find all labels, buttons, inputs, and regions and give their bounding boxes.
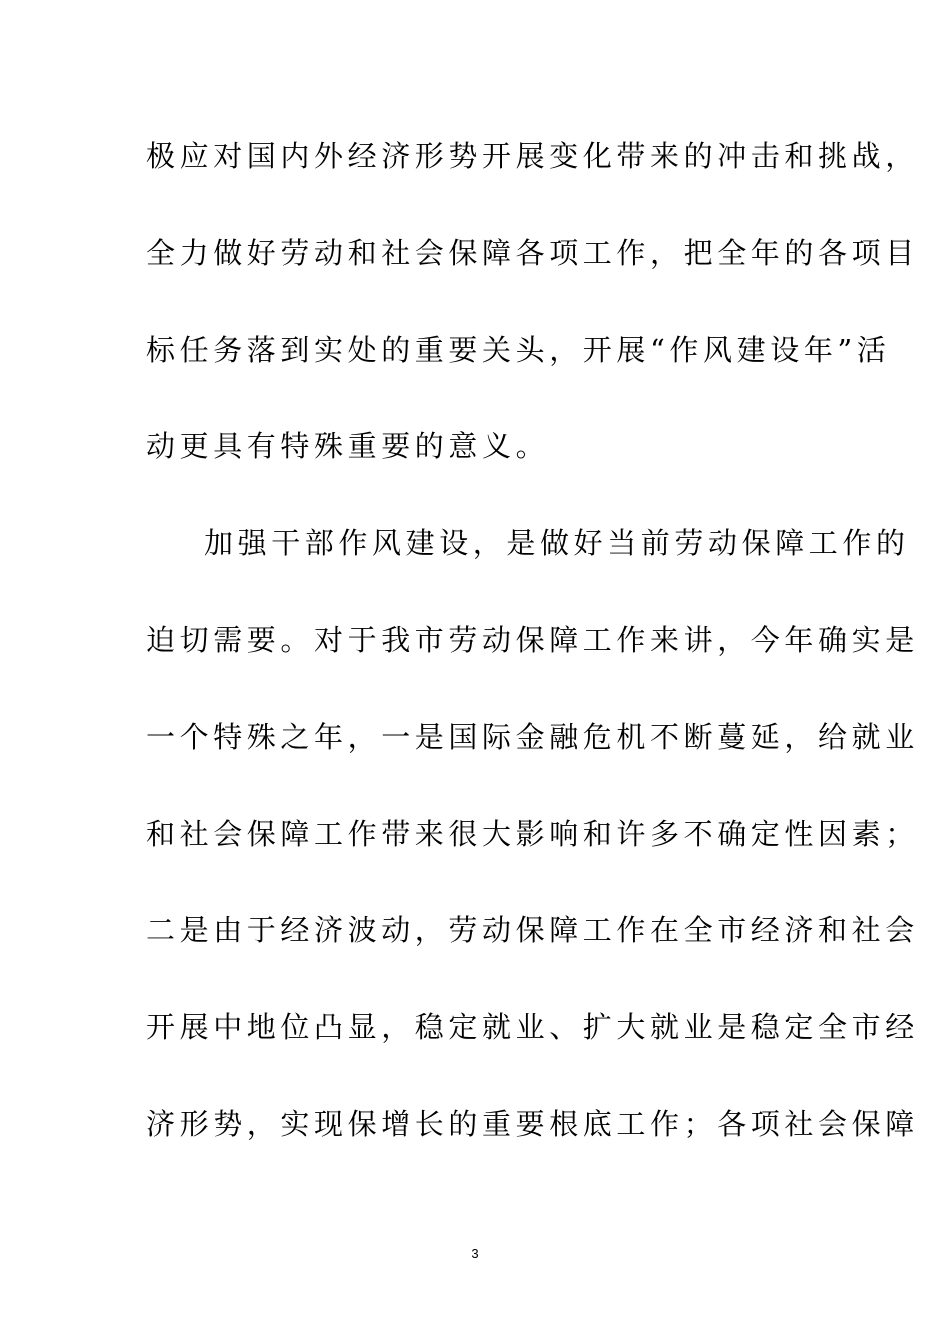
- page-number: 3: [471, 1246, 479, 1261]
- body-text: [146, 120, 919, 1185]
- text-line: 动更具有特殊重要的意义。: [146, 429, 550, 464]
- text-line: 二是由于经济波动，劳动保障工作在全市经济和社会: [146, 913, 919, 948]
- text-line: 极应对国内外经济形势开展变化带来的冲击和挑战，: [146, 139, 919, 173]
- text-line: 迫切需要。对于我市劳动保障工作来讲，今年确实是: [146, 622, 919, 657]
- text-line: 全力做好劳动和社会保障各项工作，把全年的各项目: [146, 235, 919, 270]
- text-line: 和社会保障工作带来很大影响和许多不确定性因素；: [146, 816, 919, 851]
- text-line: 一个特殊之年，一是国际金融危机不断蔓延，给就业: [146, 719, 919, 754]
- text-line: 济形势，实现保增长的重要根底工作；各项社会保障: [146, 1106, 919, 1141]
- text-line: 标任务落到实处的重要关头，开展“作风建设年”活: [146, 332, 891, 367]
- text-line: 开展中地位凸显，稳定就业、扩大就业是稳定全市经: [146, 1010, 919, 1045]
- paragraph-first-line: 加强干部作风建设，是做好当前劳动保障工作的: [204, 526, 910, 561]
